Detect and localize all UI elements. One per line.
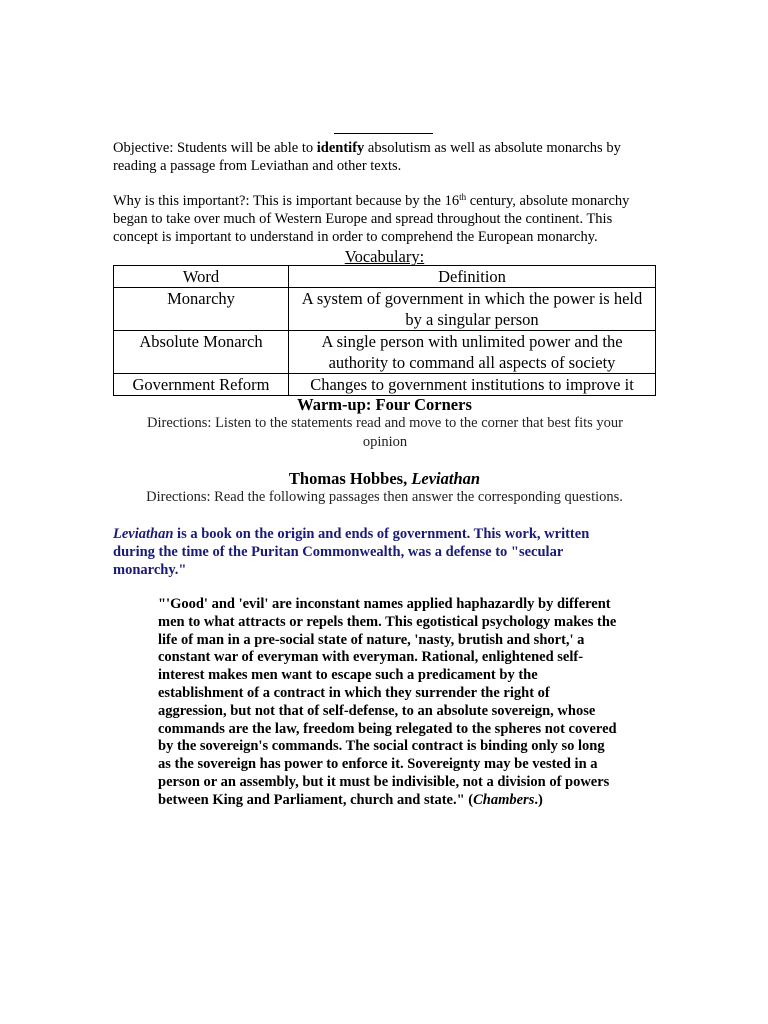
hobbes-title: Thomas Hobbes, Leviathan xyxy=(288,469,481,488)
header-word: Word xyxy=(114,266,289,288)
header-definition: Definition xyxy=(289,266,656,288)
hobbes-directions: Directions: Read the following passages then answer the corresponding questions. xyxy=(146,489,623,505)
vocab-definition: Changes to government institutions to improve it xyxy=(289,374,656,396)
vocab-definition: A system of government in which the power is held by a singular person xyxy=(289,288,656,331)
vocabulary-table xyxy=(113,265,656,396)
table-row xyxy=(114,374,656,396)
book-title: Leviathan xyxy=(113,526,174,542)
table-row xyxy=(114,331,656,374)
blank-line xyxy=(334,133,433,134)
importance-text: Why is this important?: This is important because by the 16 xyxy=(113,193,460,209)
warmup-directions: Directions: Listen to the statements read and move to the corner that best fits your opinion xyxy=(147,415,623,450)
importance-paragraph xyxy=(113,192,653,246)
vocab-word: Absolute Monarch xyxy=(114,331,289,374)
objective-paragraph xyxy=(113,139,653,175)
ordinal-suffix: th xyxy=(459,192,467,202)
table-row xyxy=(114,288,656,331)
warmup-title: Warm-up: Four Corners xyxy=(297,395,472,414)
vocab-word: Government Reform xyxy=(114,374,289,396)
intro-text: is a book on the origin and ends of government. This work, written during the time of the Puritan Commonwealth, was a defense to "secular monarchy." xyxy=(113,526,590,578)
vocab-word: Monarchy xyxy=(114,288,289,331)
importance-text-end: century, absolute monarchy began to take over much of Western Europe and spread throughout the continent. This concept is important to understand in order to comprehend the European monarchy. xyxy=(113,193,630,245)
objective-keyword: identify xyxy=(316,140,365,156)
objective-text: Objective: Students will be able to xyxy=(113,140,317,156)
quote-text: "'Good' and 'evil' are inconstant names applied haphazardly by different men to what attracts or repels them. This egotistical psychology makes the life of man in a pre-social state of nature, 'nasty, brutish and short,' a constant war of everyman with everyman. Rational, enlightened self-interest makes men want to escape such a predicament by the establishment of a contract in which they surrender the right of aggression, but not that of self-defense, to an absolute sovereign, whose commands are the law, freedom being relegated to the spheres not covered by the sovereign's commands. The social contract is binding only so long as the sovereign has power to enforce it. Sovereignty may be vested in a person or an assembly, but it must be indivisible, not a division of powers between King and Parliament, church and state." ( xyxy=(158,596,617,808)
table-header-row xyxy=(114,266,656,288)
objective-text-end: absolutism as well as absolute monarchs by reading a passage from Leviathan and other texts. xyxy=(113,140,621,174)
vocab-definition: A single person with unlimited power and the authority to command all aspects of society xyxy=(289,331,656,374)
vocabulary-title: Vocabulary: xyxy=(344,247,425,266)
quote-source: Chambers xyxy=(473,791,535,808)
leviathan-intro xyxy=(113,525,623,579)
hobbes-quote: "'Good' and 'evil' are inconstant names applied haphazardly by different men to what attracts or repels them. This egotistical psychology makes the life of man in a pre-social state of nature, 'nasty, brutish and short,' a constant war of everyman with everyman. Rational, enlightened self-interest makes men want to escape such a predicament by the establishment of a contract in which they surrender the right of aggression, but not that of self-defense, to an absolute sovereign, whose commands are the law, freedom being relegated to the spheres not covered by the sovereign's commands. The social contract is binding only so long as the sovereign has power to enforce it. Sovereignty may be vested in a person or an assembly, but it must be indivisible, not a division of powers between King and Parliament, church and state." (Chambers.) xyxy=(158,596,617,808)
